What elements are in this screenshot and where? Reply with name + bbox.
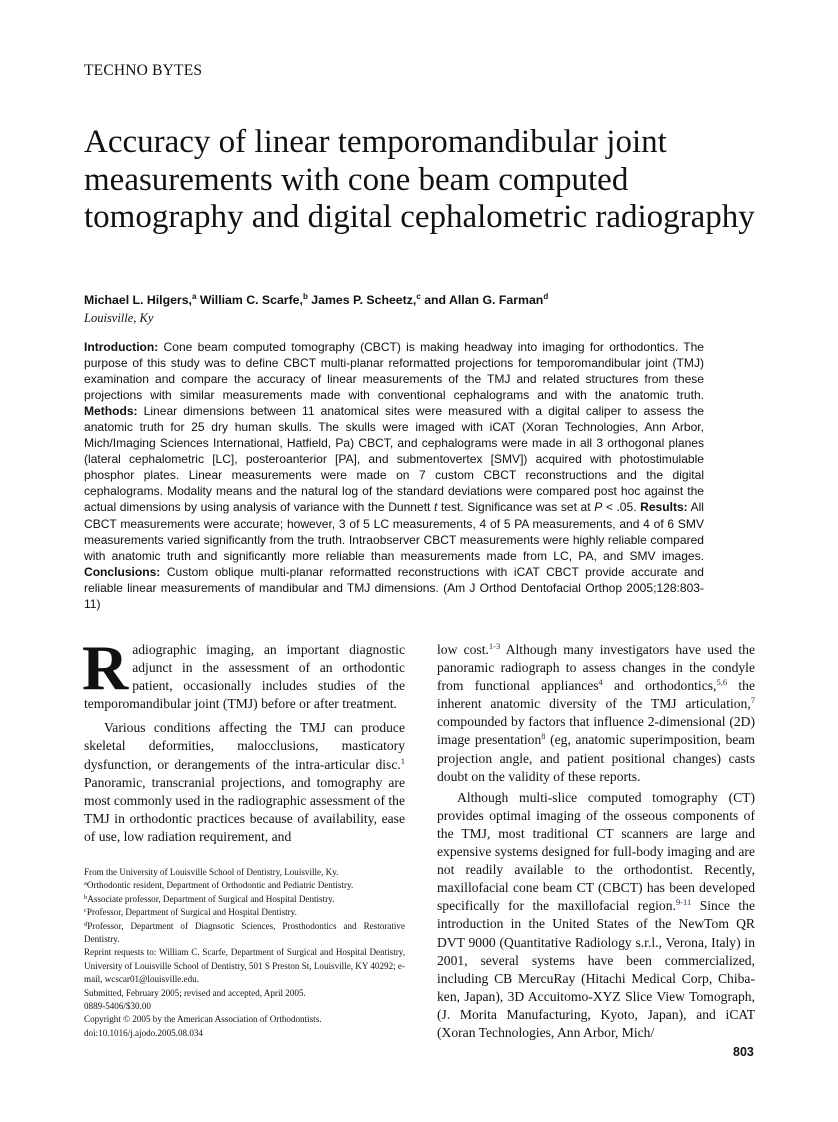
author-name: William C. Scarfe,: [199, 293, 303, 308]
affiliation-text: Professor, Department of Surgical and Hospital Dentistry.: [86, 907, 297, 918]
abstract-methods-text: test. Significance was set at: [437, 500, 595, 515]
reference-link[interactable]: 8: [541, 731, 546, 742]
footnote-issn: 0889-5406/$30.00: [84, 1001, 151, 1012]
author-affiliation-marker: c: [416, 292, 421, 301]
affiliation-text: Professor, Department of Diagnsotic Sciences, Prosthodontics and Restorative Dentistry.: [84, 920, 405, 945]
footnote-affiliation-b: [84, 893, 405, 906]
paragraph-text: Since the introduction in the United States of the NewTom QR DVT 9000 (Quantitative Radiology s.r.l., Verona, Italy) in 2001, several systems have been commercialized, including CB MercuRay (Hitachi Medical Corp, Chiba-ken, Japan), 3D Accuitomo-XYZ Slice View Tomograph, (J. Morita Manufacturing, Kyoto, Japan), and iCAT (Xoran Technologies, Ann Arbor, Mich/: [437, 898, 756, 1040]
reference-link[interactable]: 4: [598, 677, 603, 688]
paragraph-text: Although many investigators have used the panoramic radiograph to assess changes in the condyle from functional appliances: [437, 642, 755, 694]
abstract: [84, 339, 704, 612]
author-name: and Allan G. Farman: [424, 293, 544, 308]
abstract-p-symbol: P: [594, 500, 603, 515]
paragraph-text: adiographic imaging, an important diagnostic adjunct in the assessment of an orthodontic patient, occasionally includes studies of the temporomandibular joint (TMJ) before or after treatment.: [84, 642, 405, 712]
footnote-affiliation-a: [84, 879, 405, 892]
abstract-t-symbol: t: [434, 500, 438, 515]
author-name: James P. Scheetz,: [311, 293, 417, 308]
footnote-doi: doi:10.1016/j.ajodo.2005.08.034: [84, 1027, 203, 1038]
author-affiliation-marker: a: [191, 292, 197, 301]
body-paragraph: [82, 632, 405, 713]
section-label: TECHNO BYTES: [84, 62, 203, 79]
abstract-methods-label: Methods:: [84, 404, 138, 419]
reference-link[interactable]: 7: [750, 695, 755, 706]
reference-link[interactable]: 1: [400, 755, 405, 766]
footnote-institution: From the University of Louisville School of Dentistry, Louisville, Ky.: [84, 867, 339, 877]
paragraph-text: Panoramic, transcranial projections, and tomography are most commonly used in the radiographic assessment of the TMJ in orthodontic practices because of availability, ease of use, low radiation requirement, and: [84, 774, 405, 844]
author-affiliation-marker: d: [543, 292, 549, 301]
drop-cap: R: [82, 632, 129, 703]
footnote-affiliation-c: [84, 906, 405, 919]
paragraph-text: low cost.: [437, 642, 489, 657]
affiliation-marker: a: [84, 880, 87, 888]
abstract-methods-text: < .05.: [602, 500, 641, 515]
author-list: [84, 292, 548, 307]
footnotes: [84, 866, 405, 1040]
abstract-results-text: All CBCT measurements were accurate; however, 3 of 5 LC measurements, 4 of 5 PA measurements, and 4 of 6 SMV measurements varied significantly from the truth. Intraobserver CBCT measurements were highly reliable compared with anatomic truth and significantly more reliable than measurements made from LC, PA, and SMV images.: [84, 500, 704, 563]
body-paragraph: [437, 789, 755, 1042]
footnote-submission-dates: Submitted, February 2005; revised and accepted, April 2005.: [84, 987, 306, 998]
reference-link[interactable]: 9-11: [675, 897, 692, 908]
reference-link[interactable]: 5,6: [716, 677, 728, 688]
paragraph-text: compounded by factors that influence 2-dimensional (2D) image presentation: [437, 714, 755, 748]
article-title: Accuracy of linear temporomandibular joint measurements with cone beam computed tomography and digital cephalometric radiography: [84, 124, 755, 235]
footnote-copyright: Copyright © 2005 by the American Association of Orthodontists.: [84, 1014, 322, 1025]
abstract-methods-text: Linear dimensions between 11 anatomical sites were measured with a digital caliper to assess the anatomic truth for 25 dry human skulls. The skulls were imaged with iCAT (Xoran Technologies, Ann Arbor, Mich/Imaging Sciences International, Hatfield, Pa) CBCT, and cephalograms were made in all 3 orthogonal planes (lateral cephalometric [LC], posteroanterior [PA], and submentovertex [SMV]) acquired with photostimulable phosphor plates. Linear measurements were made on 7 custom CBCT reconstructions and the digital cephalograms. Modality means and the natural log of the standard deviations were compared post hoc against the actual dimensions by using analysis of variance with the Dunnett: [84, 404, 704, 515]
body-paragraph: [84, 719, 405, 846]
affiliation-marker: d: [84, 920, 88, 928]
paragraph-text: (eg, anatomic superimposition, beam projection angle, and patient positional changes) casts doubt on the validity of these reports.: [437, 732, 755, 784]
paragraph-text: Although multi-slice computed tomography (CT) provides optimal imaging of the osseous components of the TMJ, most traditional CT scanners are large and expensive systems designed for full-body imaging and are not readily available to the orthodontist. Recently, maxillofacial cone beam CT (CBCT) has been developed specifically for the maxillofacial region.: [437, 789, 755, 914]
abstract-conclusions-text: Custom oblique multi-planar reformatted reconstructions with iCAT CBCT provide accurate and reliable linear measurements of mandibular and TMJ dimensions. (Am J Orthod Dentofacial Orthop 2005;128:803-11): [84, 564, 704, 611]
page-number: 803: [733, 1045, 754, 1059]
abstract-conclusions-label: Conclusions:: [84, 564, 161, 579]
author-location: Louisville, Ky: [84, 311, 154, 325]
affiliation-text: Associate professor, Department of Surgical and Hospital Dentistry.: [87, 893, 335, 904]
body-paragraph: [437, 641, 755, 786]
abstract-results-label: Results:: [640, 500, 688, 515]
affiliation-text: Orthodontic resident, Department of Orthodontic and Pediatric Dentistry.: [86, 880, 354, 891]
body-column-left: [82, 632, 405, 846]
paragraph-text: the inherent anatomic diversity of the TMJ articulation,: [437, 678, 755, 712]
author-affiliation-marker: b: [302, 292, 308, 301]
reference-link[interactable]: 1-3: [488, 641, 501, 651]
footnote-affiliation-d: [84, 920, 405, 947]
abstract-intro-text: Cone beam computed tomography (CBCT) is making headway into imaging for orthodontics. The purpose of this study was to define CBCT multi-planar reformatted projections for temporomandibular joint (TMJ) examination and compare the accuracy of linear measurements of the TMJ and related structures from these projections with similar measurements made with conventional cephalograms and with the anatomic truth.: [84, 340, 704, 403]
paragraph-text: Various conditions affecting the TMJ can produce skeletal deformities, malocclusions, masticatory dysfunction, or derangements of the intra-articular disc.: [84, 720, 405, 772]
paragraph-text: and orthodontics,: [602, 678, 717, 694]
body-column-right: [437, 641, 755, 1042]
author-name: Michael L. Hilgers,: [84, 293, 192, 308]
abstract-intro-label: Introduction:: [84, 340, 159, 354]
affiliation-marker: c: [84, 907, 87, 915]
affiliation-marker: b: [84, 893, 88, 901]
footnote-reprint-requests: Reprint requests to: William C. Scarfe, Department of Surgical and Hospital Dentistry, University of Louisville School of Dentistry, 501 S Preston St, Louisville, KY 40292; e-mail, wcscar01@louisville.edu.: [84, 947, 405, 985]
